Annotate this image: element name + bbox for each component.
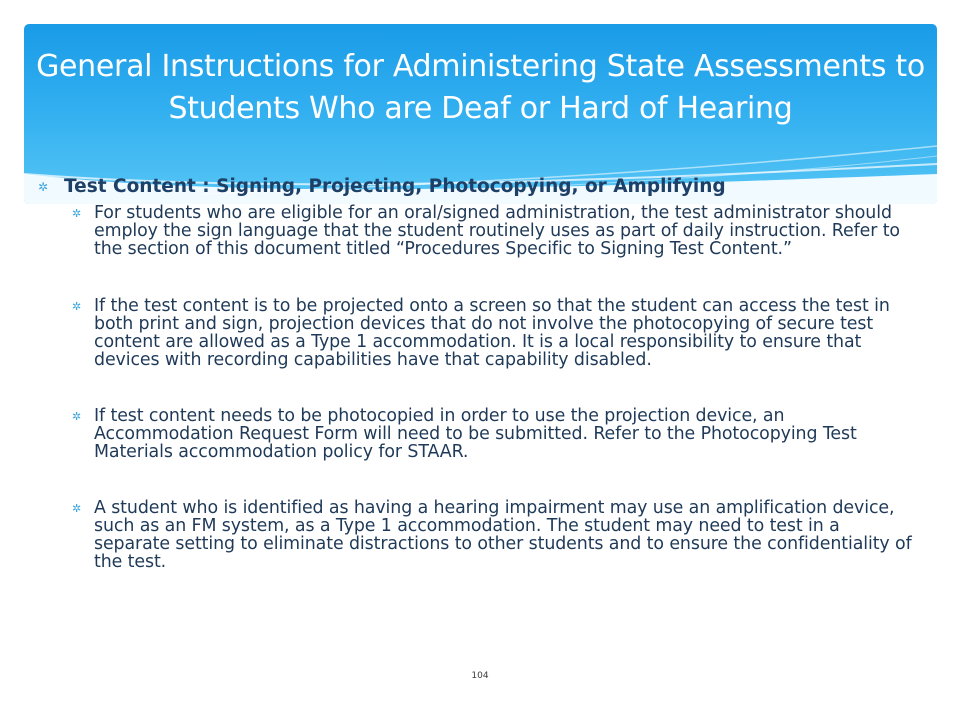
- section-heading-text: Test Content : Signing, Projecting, Photocopying, or Amplifying: [64, 176, 726, 197]
- section-heading: [36, 174, 916, 200]
- list-item-text: A student who is identified as having a hearing impairment may use an amplification device, such as an FM system, as a Type 1 accommodation. The student may need to test in a separate setting to eliminate distractions to other students and to ensure the confidentiality of the test.: [94, 498, 912, 572]
- bullet-list: [36, 204, 916, 571]
- star-bullet-icon: ✲: [72, 207, 82, 220]
- slide-title-line-2: Students Who are Deaf or Hard of Hearing: [168, 91, 793, 126]
- list-item-text: If test content needs to be photocopied in order to use the projection device, an Accommodation Request Form will need to be submitted. Refer to the Photocopying Test Materials accommodation policy for STAAR.: [94, 406, 857, 462]
- star-bullet-icon: ✲: [72, 410, 82, 423]
- list-item-text: If the test content is to be projected onto a screen so that the student can access the test in both print and sign, projection devices that do not involve the photocopying of secure test content are allowed as a Type 1 accommodation. It is a local responsibility to ensure that devices with recording capabilities have that capability disabled.: [94, 296, 890, 370]
- list-item: [36, 499, 916, 571]
- slide-title-line-1: General Instructions for Administering State Assessments to: [36, 49, 925, 84]
- star-bullet-icon: ✲: [72, 300, 82, 313]
- slide-content: [36, 174, 916, 609]
- star-bullet-icon: ✲: [72, 502, 82, 515]
- list-item: [36, 297, 916, 369]
- star-bullet-icon: ✲: [38, 180, 49, 194]
- list-item: [36, 407, 916, 461]
- list-item: [36, 204, 916, 258]
- list-item-text: For students who are eligible for an oral/signed administration, the test administrator should employ the sign language that the student routinely uses as part of daily instruction. Refer to the section of this document titled “Procedures Specific to Signing Test Content.”: [94, 203, 900, 259]
- slide-title: [24, 46, 937, 130]
- page-number: 104: [471, 671, 489, 681]
